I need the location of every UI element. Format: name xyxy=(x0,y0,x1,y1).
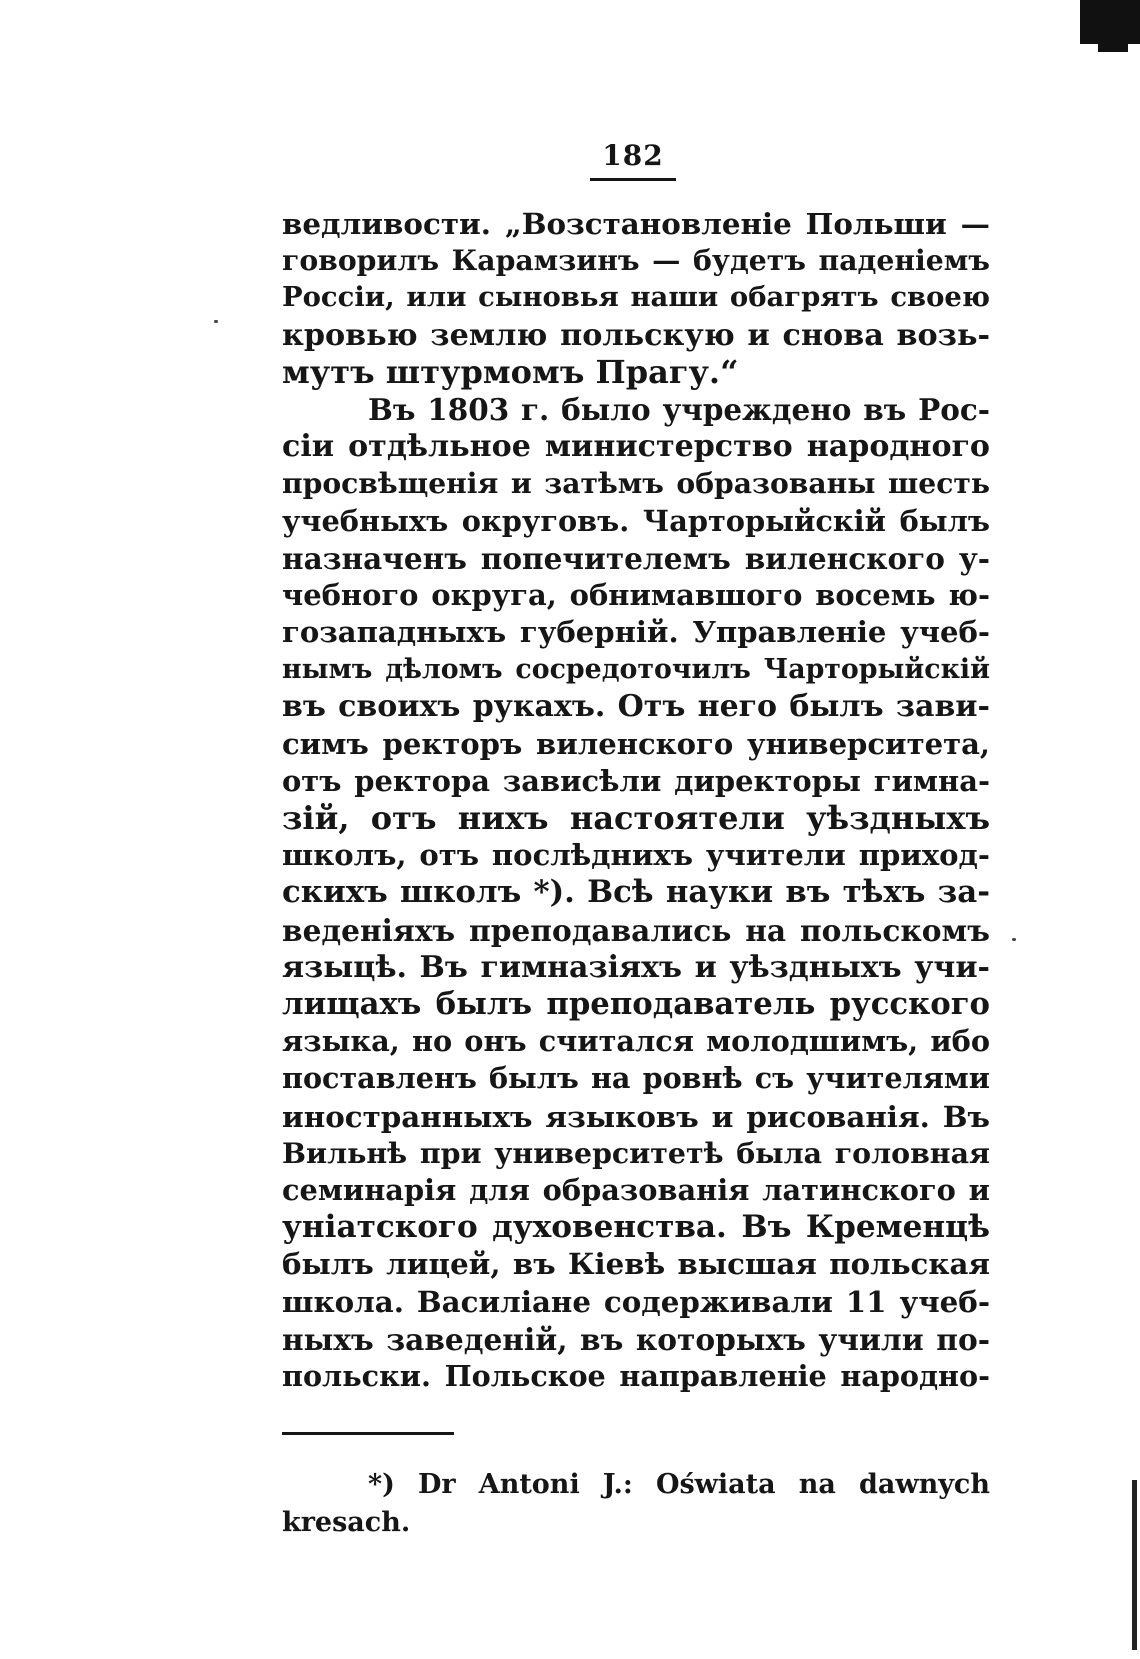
text-line: скихъ школъ *). Всѣ науки въ тѣхъ за- xyxy=(282,874,990,911)
scan-edge-mark xyxy=(1098,44,1128,52)
text-line: иностранныхъ языковъ и рисованія. Въ xyxy=(282,1098,990,1134)
text-line: симъ ректоръ виленского университета, xyxy=(282,726,990,761)
scan-edge-mark xyxy=(1080,0,1140,44)
text-line: зій, отъ нихъ настоятели уѣздныхъ xyxy=(282,800,990,837)
text-line: просвѣщенія и затѣмъ образованы шесть xyxy=(282,467,990,501)
text-line: гозападныхъ губерній. Управленіе учеб- xyxy=(282,615,990,650)
page-number: 182 xyxy=(602,139,664,172)
scan-speck xyxy=(1012,938,1016,941)
text-line: школа. Василіане содерживали 11 учеб- xyxy=(282,1284,990,1320)
text-line: школъ, отъ послѣднихъ учители приход- xyxy=(282,838,990,873)
footnote-line: kresach. xyxy=(282,1507,411,1538)
text-line: былъ лицей, въ Кіевѣ высшая польская xyxy=(282,1247,990,1282)
scan-edge-mark xyxy=(1132,1480,1137,1650)
text-line: ведливости. „Возстановленіе Польши — xyxy=(282,206,990,241)
text-line: языка, но онъ считался молодшимъ, ибо xyxy=(282,1024,990,1059)
text-line: поставленъ былъ на ровнѣ съ учителями xyxy=(282,1061,990,1096)
text-line: учебныхъ округовъ. Чарторыйскій былъ xyxy=(282,503,990,538)
text-line: въ своихъ рукахъ. Отъ него былъ зави- xyxy=(282,689,990,725)
text-line: отъ ректора зависѣли директоры гимна- xyxy=(282,763,990,798)
text-line: ныхъ заведеній, въ которыхъ учили по- xyxy=(282,1321,990,1357)
text-line: Россіи, или сыновья наши обагрятъ своею xyxy=(282,281,990,314)
text-line: польски. Польское направленіе народно- xyxy=(282,1358,990,1393)
text-line: говорилъ Карамзинъ — будетъ паденіемъ xyxy=(282,243,990,278)
text-line: мутъ штурмомъ Прагу.“ xyxy=(282,353,739,391)
footnote-line: *) Dr Antoni J.: Oświata na dawnych xyxy=(368,1469,990,1500)
text-line: семинарія для образованія латинского и xyxy=(282,1172,990,1207)
text-line: сіи отдѣльное министерство народного xyxy=(282,429,990,465)
footnote xyxy=(282,1466,990,1542)
page-number-rule xyxy=(590,178,676,181)
scan-speck xyxy=(214,320,218,323)
text-line: нымъ дѣломъ сосредоточилъ Чарторыйскій xyxy=(282,654,990,686)
text-line: лищахъ былъ преподаватель русского xyxy=(282,985,990,1022)
text-line: Въ 1803 г. было учреждено въ Рос- xyxy=(368,391,990,427)
text-line: кровью землю польскую и снова возь- xyxy=(282,317,990,353)
text-line: чебного округа, обнимавшого восемь ю- xyxy=(282,577,990,612)
main-text xyxy=(282,205,990,1395)
text-line: веденіяхъ преподавались на польскомъ xyxy=(282,912,990,948)
footnote-rule xyxy=(282,1432,454,1435)
text-line: уніатского духовенства. Въ Кременцѣ xyxy=(282,1209,990,1246)
text-line: языцѣ. Въ гимназіяхъ и уѣздныхъ учи- xyxy=(282,949,990,985)
text-line: назначенъ попечителемъ виленского у- xyxy=(282,540,990,576)
text-line: Вильнѣ при университетѣ была головная xyxy=(282,1135,990,1170)
